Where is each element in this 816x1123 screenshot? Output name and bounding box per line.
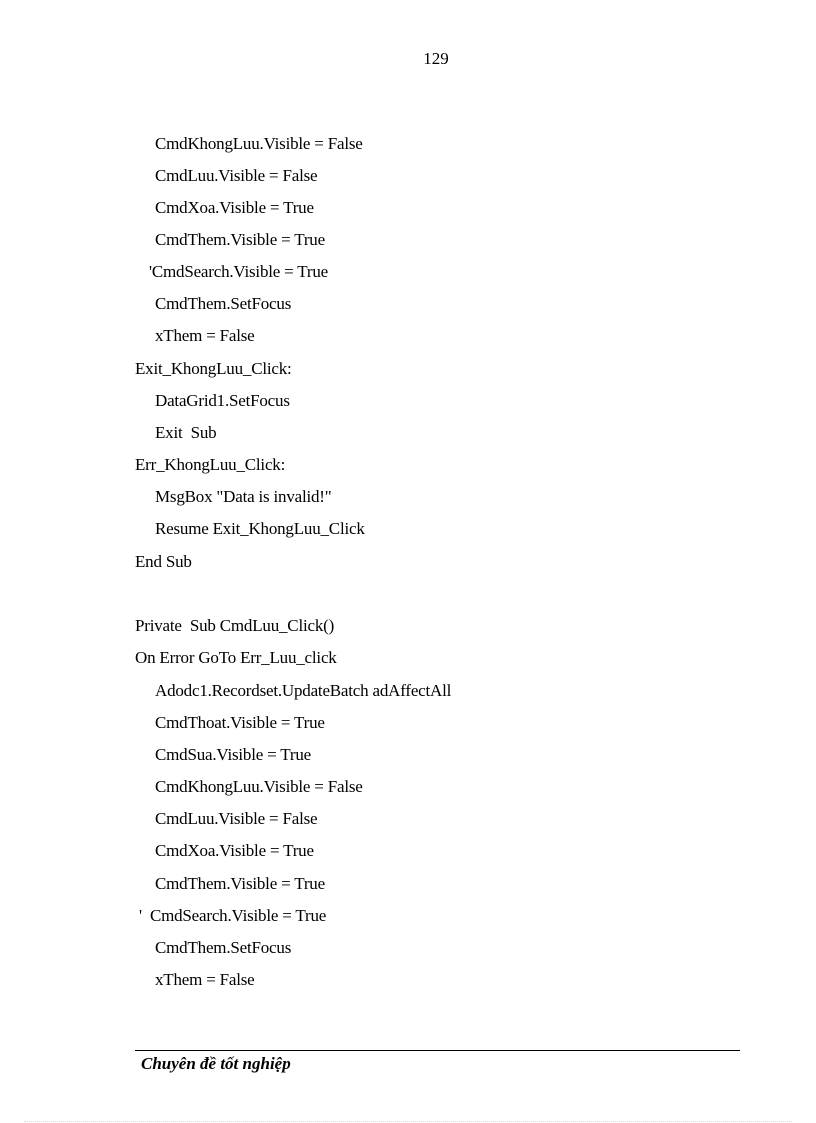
page-edge-divider — [24, 1121, 792, 1122]
code-line: xThem = False — [155, 326, 255, 345]
code-line: MsgBox "Data is invalid!" — [155, 487, 332, 506]
code-line: Resume Exit_KhongLuu_Click — [155, 519, 365, 538]
footer-rule — [135, 1050, 740, 1051]
code-line: CmdThem.SetFocus — [155, 938, 292, 957]
code-line: CmdThem.Visible = True — [155, 874, 325, 893]
code-line: CmdLuu.Visible = False — [155, 166, 318, 185]
page-number: 129 — [423, 49, 449, 68]
code-line: DataGrid1.SetFocus — [155, 391, 290, 410]
code-line: CmdLuu.Visible = False — [155, 809, 318, 828]
footer-title: Chuyên đề tốt nghiệp — [141, 1054, 291, 1073]
code-line: ' CmdSearch.Visible = True — [139, 906, 327, 925]
code-line: CmdKhongLuu.Visible = False — [155, 777, 363, 796]
code-line: 'CmdSearch.Visible = True — [149, 262, 328, 281]
code-line: On Error GoTo Err_Luu_click — [135, 648, 337, 667]
code-line: Adodc1.Recordset.UpdateBatch adAffectAll — [155, 681, 452, 700]
code-line: CmdThem.Visible = True — [155, 230, 325, 249]
code-line: Err_KhongLuu_Click: — [135, 455, 286, 474]
code-line: End Sub — [135, 552, 192, 571]
code-line: xThem = False — [155, 970, 255, 989]
code-line: Exit_KhongLuu_Click: — [135, 359, 292, 378]
code-line: CmdThem.SetFocus — [155, 294, 292, 313]
code-line: CmdXoa.Visible = True — [155, 841, 314, 860]
code-line: CmdThoat.Visible = True — [155, 713, 325, 732]
code-line: CmdXoa.Visible = True — [155, 198, 314, 217]
code-line: CmdSua.Visible = True — [155, 745, 311, 764]
code-line: CmdKhongLuu.Visible = False — [155, 134, 363, 153]
code-line: Private Sub CmdLuu_Click() — [135, 616, 335, 635]
code-line: Exit Sub — [155, 423, 217, 442]
